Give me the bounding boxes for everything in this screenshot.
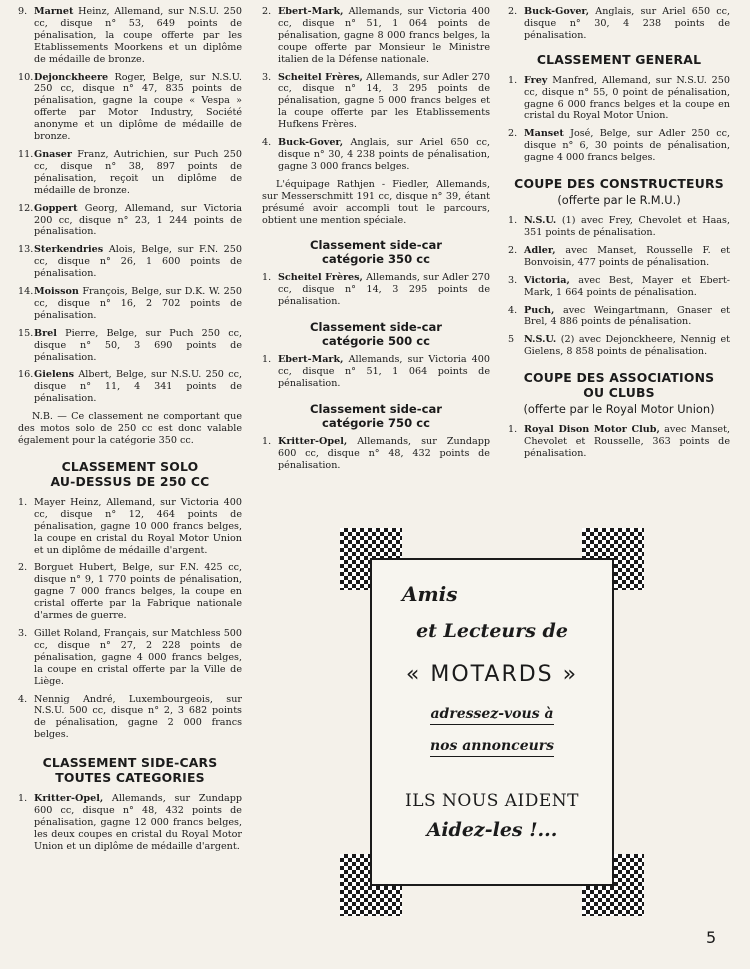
item-name: Puch, [524,304,555,316]
item-name: Royal Dison Motor Club, [524,424,660,436]
item-number: 5 [508,334,515,346]
item-name: Manset [524,128,564,140]
item-number: 2. [508,128,518,140]
item-name: Marnet [34,6,74,17]
item-name: Gnaser [34,148,72,160]
ad-ils-nous-aident: ILS NOUS AIDENT [405,791,579,811]
item-number: 1. [18,496,28,508]
list-item [18,203,242,239]
list-item [18,72,242,143]
item-name: N.S.U. [524,334,557,346]
list-350 [262,272,490,308]
list-item [18,6,242,66]
item-number: 11. [18,148,34,160]
ad-adressez: adressez-vous à [430,706,553,725]
item-number: 2. [18,562,28,574]
ad-line-amis: Amis [402,582,458,606]
item-text: Allemands, sur Victoria 400 cc, disque n° 51, 1 064 points de pénalisation, gagne 8 000 francs belges, la coupe offerte par Monsieur le Ministre italien de la Défense nationale. [278,6,490,65]
list-item [508,334,730,358]
column-left [18,6,242,859]
item-name: Buck-Gover, [278,137,344,149]
item-number: 1. [508,424,518,436]
item-number: 14. [18,286,34,298]
heading-500: Classement side-car catégorie 500 cc [309,320,442,349]
item-name: Scheitel Frères, [278,71,363,83]
item-text: Mayer Heinz, Allemand, sur Victoria 400 cc, disque n° 12, 464 points de pénalisation, gagne 10 000 francs belges, la coupe en cristal du Royal Motor Union et un diplôme de médaille d'argent. [34,496,242,556]
item-text: avec Manset, Chevolet et Rousselle, 363 points de pénalisation. [524,424,730,459]
sidecar-rank-list [262,6,490,173]
item-name: Buck-Gover, [524,6,590,17]
list-item [508,245,730,269]
item-number: 15. [18,327,34,339]
heading-solo: CLASSEMENT SOLO AU-DESSUS DE 250 CC [50,458,210,489]
item-number: 9. [18,6,28,17]
top-entry [508,6,730,42]
item-name: Gielens [34,369,75,381]
list-item [18,244,242,280]
item-number: 4. [508,304,518,316]
item-name: Victoria, [524,274,570,286]
list-item [18,497,242,557]
list-item [18,369,242,405]
item-number: 4. [18,693,28,705]
column-right [508,6,730,466]
page-number: 5 [706,928,717,947]
item-number: 1. [18,793,28,805]
list-item [18,286,242,322]
list-item [18,328,242,364]
list-item [508,6,730,42]
item-text: Anglais, sur Ariel 650 cc, disque n° 30, 4 238 points de pénalisation. [524,6,730,41]
item-text: Heinz, Allemand, sur N.S.U. 250 cc, disque n° 53, 649 points de pénalisation, la coupe offerte par les Etablissements Moorkens et un diplôme de médaille de bronze. [34,6,242,65]
sub-associations: (offerte par le Royal Motor Union) [523,402,715,417]
item-number: 1. [262,354,272,366]
note: N.B. — Ce classement ne comportant que des motos solo de 250 cc est donc valable également pour la catégorie 350 cc. [18,411,242,446]
item-text: Franz, Autrichien, sur Puch 250 cc, disque n° 38, 897 points de pénalisation, reçoit un diplôme de médaille de bronze. [34,148,242,196]
item-text: Allemands, sur Zundapp 600 cc, disque n° 48, 432 points de pénalisation, gagne 12 000 francs belges, les deux coupes en cristal du Royal Motor Union et un diplôme de médaille d'argent. [34,793,242,852]
heading-350: Classement side-car catégorie 350 cc [309,238,442,267]
list-item [508,305,730,329]
item-text: Pierre, Belge, sur Puch 250 cc, disque n° 50, 3 690 points de pénalisation. [34,327,242,363]
item-text: José, Belge, sur Adler 250 cc, disque n° 6, 30 points de pénalisation, gagne 4 000 francs belges. [524,128,730,164]
list-item [18,562,242,622]
heading-750: Classement side-car catégorie 750 cc [309,401,442,430]
equipage-note: L'équipage Rathjen - Fiedler, Allemands, sur Messerschmitt 191 cc, disque n° 39, étant présumé avoir accompli tout le parcours, obtient une mention spéciale. [262,178,490,226]
item-name: Scheitel Frères, [278,272,363,284]
list-item [262,72,490,132]
item-text: Borguet Hubert, Belge, sur F.N. 425 cc, disque n° 9, 1 770 points de pénalisation, gagne 7 000 francs belges, la coupe en cristal offerte par la Fabrique nationale d'armes de guerre. [34,562,242,622]
advertisement [340,528,644,916]
item-number: 13. [18,244,34,256]
item-name: Goppert [34,202,78,214]
list-500 [262,354,490,390]
list-item [508,275,730,299]
heading-constructeurs: COUPE DES CONSTRUCTEURS [514,176,724,192]
item-number: 3. [508,274,518,286]
item-text: François, Belge, sur D.K. W. 250 cc, disque n° 16, 2 702 points de pénalisation. [34,286,242,321]
item-name: Ebert-Mark, [278,6,344,17]
item-text: Georg, Allemand, sur Victoria 200 cc, disque n° 23, 1 244 points de pénalisation. [34,202,242,238]
item-text: avec Manset, Rousselle F. et Bonvoisin, 477 points de pénalisation. [524,244,730,268]
item-number: 1. [508,215,518,227]
item-name: Dejonckheere [34,71,109,83]
item-number: 1. [262,435,272,447]
item-text: Albert, Belge, sur N.S.U. 250 cc, disque n° 11, 4 341 points de pénalisation. [34,369,242,405]
list-750 [262,436,490,472]
item-name: Frey [524,74,548,86]
heading-associations: COUPE DES ASSOCIATIONS OU CLUBS [523,370,715,401]
ad-aidez-les: Aidez-les !... [426,819,558,841]
list-item [18,694,242,742]
item-number: 3. [262,71,272,83]
list-item [18,628,242,688]
item-number: 2. [262,6,272,17]
item-text: Nennig André, Luxembourgeois, sur N.S.U. 500 cc, disque n° 2, 3 682 points de pénalisation, gagne 2 000 francs belges. [34,693,242,741]
item-text: (2) avec Dejonckheere, Nennig et Gielens, 8 858 points de pénalisation. [524,334,730,358]
item-number: 12. [18,202,34,214]
item-number: 16. [18,369,34,381]
list-item [18,149,242,197]
list-item [508,128,730,164]
item-text: Allemands, sur Victoria 400 cc, disque n° 51, 1 064 points de pénalisation. [278,354,490,389]
item-text: avec Best, Mayer et Ebert-Mark, 1 664 points de pénalisation. [524,274,730,298]
solo-list [18,497,242,741]
column-middle [262,6,490,478]
ad-motards: « MOTARDS » [405,662,579,687]
item-text: Allemands, sur Zundapp 600 cc, disque n° 48, 432 points de pénalisation. [278,435,490,471]
heading-general: CLASSEMENT GENERAL [536,51,702,67]
item-text: Roger, Belge, sur N.S.U. 250 cc, disque n° 47, 835 points de pénalisation, gagne la coupe « Vespa » offerte par Motor Industry, Société anonyme et un diplôme de médaille de bronze. [34,71,242,143]
heading-sidecars: CLASSEMENT SIDE-CARS TOUTES CATEGORIES [42,755,218,786]
ad-annonceurs: nos annonceurs [430,738,554,757]
sub-constructeurs: (offerte par le R.M.U.) [557,193,681,208]
item-number: 3. [18,627,28,639]
list-item [508,215,730,239]
ad-box [370,558,614,886]
item-name: Ebert-Mark, [278,354,344,366]
item-text: Manfred, Allemand, sur N.S.U. 250 cc, disque n° 55, 0 point de pénalisation, gagne 6 000 francs belges et la coupe en cristal du Royal Motor Union. [524,74,730,122]
item-text: Allemands, sur Adler 270 cc, disque n° 14, 3 295 points de pénalisation. [278,272,491,308]
constructeurs-list [508,215,730,358]
item-number: 10. [18,71,34,83]
item-text: Alois, Belge, sur F.N. 250 cc, disque n° 26, 1 600 points de pénalisation. [34,244,242,280]
associations-list [508,424,730,460]
sidecar-list [18,793,242,853]
list-item [508,75,730,123]
ad-line-lecteurs: et Lecteurs de [416,620,568,642]
list-item [508,424,730,460]
item-name: Kritter-Opel, [34,793,104,805]
item-number: 4. [262,137,272,149]
item-number: 2. [508,6,518,17]
list-item [262,137,490,173]
item-name: Sterkendries [34,244,104,256]
item-number: 1. [508,74,518,86]
item-name: Kritter-Opel, [278,435,348,447]
item-text: Gillet Roland, Français, sur Matchless 500 cc, disque n° 27, 2 228 points de pénalisation, gagne 4 000 francs belges, la coupe en cristal offerte par la Ville de Liège. [34,627,242,687]
item-text: avec Weingartmann, Gnaser et Brel, 4 886 points de pénalisation. [524,304,730,328]
list-item [262,6,490,66]
item-text: Anglais, sur Ariel 650 cc, disque n° 30, 4 238 points de pénalisation, gagne 3 000 francs belges. [278,137,490,172]
list-item [262,436,490,472]
list-item [18,793,242,853]
item-number: 2. [508,244,518,256]
item-text: Allemands, sur Adler 270 cc, disque n° 14, 3 295 points de pénalisation, gagne 5 000 francs belges et la coupe offerte par les Etablissements Hufkens Frères. [278,71,491,131]
list-item [262,354,490,390]
item-name: N.S.U. [524,215,557,227]
item-number: 1. [262,272,272,284]
item-name: Brel [34,327,57,339]
entries-list [18,6,242,405]
list-item [262,272,490,308]
item-name: Adler, [524,244,556,256]
item-name: Moisson [34,286,79,298]
general-list [508,75,730,164]
item-text: (1) avec Frey, Chevolet et Haas, 351 points de pénalisation. [524,215,730,238]
